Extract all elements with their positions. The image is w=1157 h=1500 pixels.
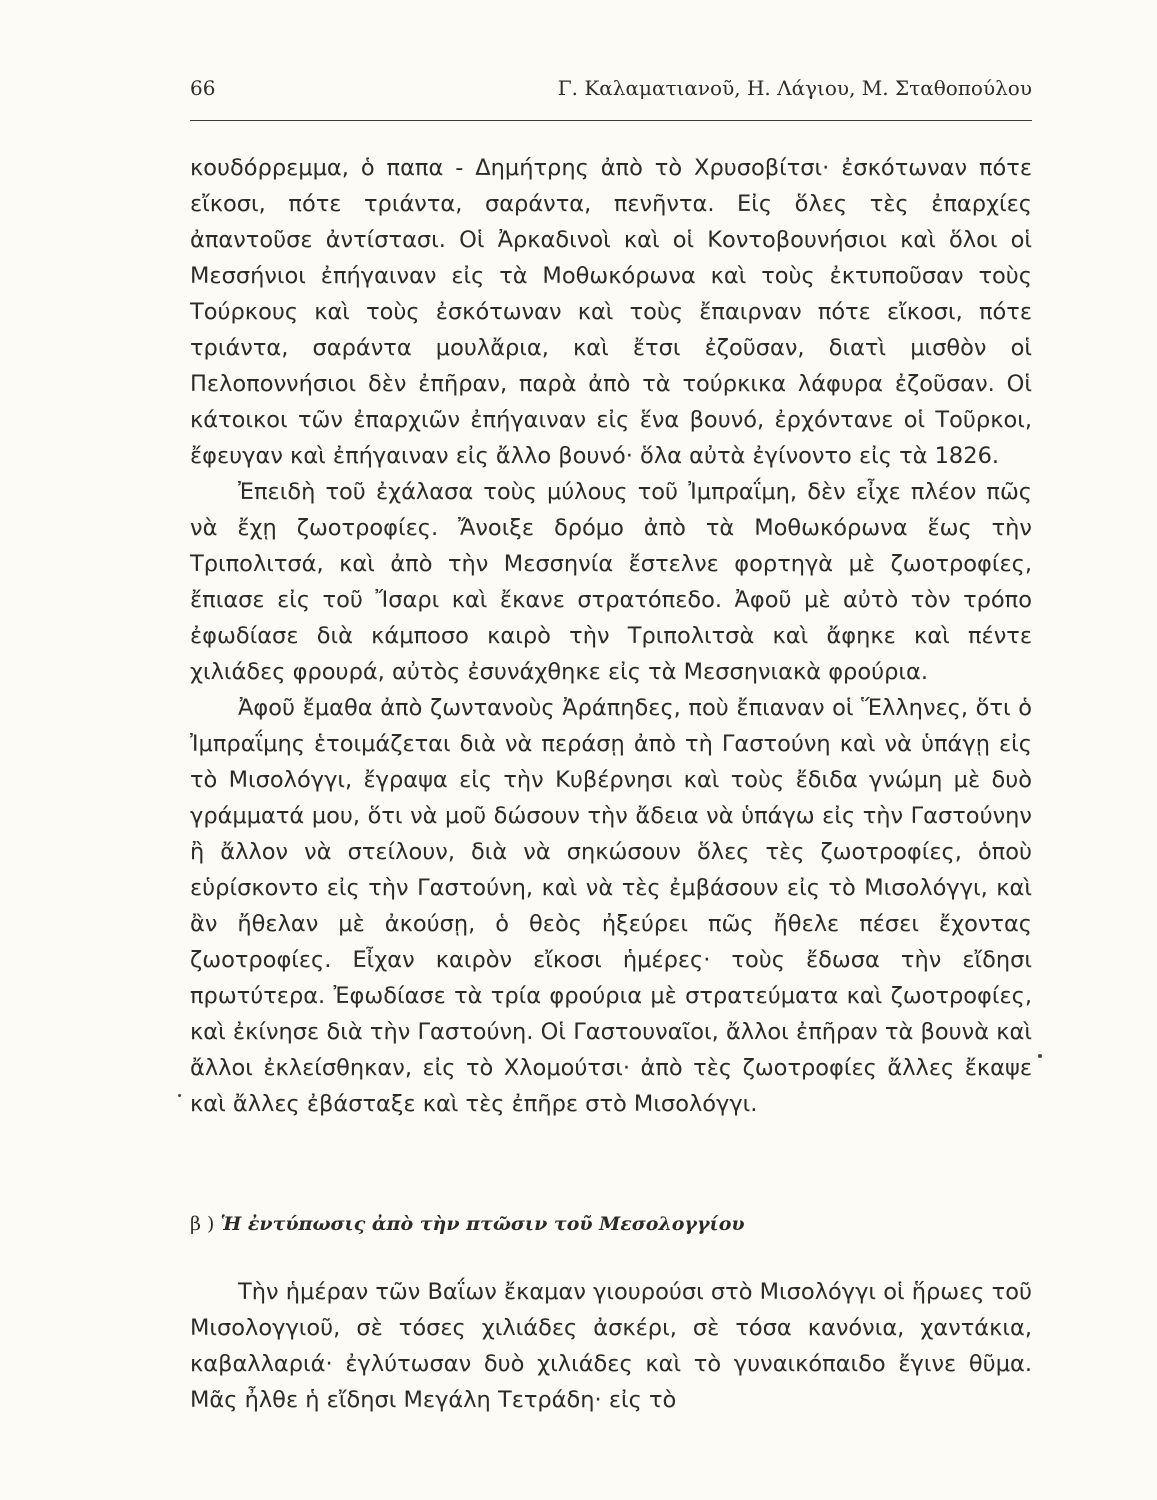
section-title: Ἡ ἐντύπωσις ἀπὸ τὴν πτῶσιν τοῦ Μεσολογγίου bbox=[220, 1213, 745, 1235]
page-header bbox=[190, 76, 1032, 102]
margin-speck bbox=[1038, 1054, 1042, 1058]
paragraph-1: κουδόρρεμμα, ὁ παπα - Δημήτρης ἀπὸ τὸ Χρυσοβίτσι· ἐσκότωναν πότε εἴκοσι, πότε τριάντα, σαράντα, πενῆντα. Εἰς ὅλες τὲς ἐπαρχίες ἀπαντοῦσε ἀντίστασι. Οἱ Ἀρκαδινοὶ καὶ οἱ Κοντοβουνήσιοι καὶ ὅλοι οἱ Μεσσήνιοι ἐπήγαιναν εἰς τὰ Μοθωκόρωνα καὶ τοὺς ἐκτυποῦσαν τοὺς Τούρκους καὶ τοὺς ἐσκότωναν καὶ τοὺς ἔπαιρναν πότε εἴκοσι, πότε τριάντα, σαράντα μουλἄρια, καὶ ἔτσι ἐζοῦσαν, διατὶ μισθὸν οἱ Πελοποννήσιοι δὲν ἐπῆραν, παρὰ ἀπὸ τὰ τούρκικα λάφυρα ἐζοῦσαν. Οἱ κάτοικοι τῶν ἐπαρχιῶν ἐπήγαιναν εἰς ἕνα βουνό, ἐρχόντανε οἱ Τοῦρκοι, ἔφευγαν καὶ ἐπήγαιναν εἰς ἄλλο βουνό· ὅλα αὐτὰ ἐγίνοντο εἰς τὰ 1826. bbox=[190, 155, 1032, 469]
main-text bbox=[190, 150, 1032, 1122]
paragraph-3: Ἀφοῦ ἔμαθα ἀπὸ ζωντανοὺς Ἀράπηδες, ποὺ ἔπιαναν οἱ Ἕλληνες, ὅτι ὁ Ἰμπραΐμης ἑτοιμάζεται διὰ νὰ περάσῃ ἀπὸ τὴ Γαστούνη καὶ νὰ ὑπάγῃ εἰς τὸ Μισολόγγι, ἔγραψα εἰς τὴν Κυβέρνησι καὶ τοὺς ἔδιδα γνώμη μὲ δυὸ γράμματά μου, ὅτι νὰ μοῦ δώσουν τὴν ἄδεια νὰ ὑπάγω εἰς τὴν Γαστούνην ἢ ἄλλον νὰ στείλουν, διὰ νὰ σηκώσουν ὅλες τὲς ζωοτροφίες, ὁποὺ εὑρίσκοντο εἰς τὴν Γαστούνη, καὶ νὰ τὲς ἐμβάσουν εἰς τὸ Μισολόγγι, καὶ ἂν ἤθελαν μὲ ἀκούσῃ, ὁ θεὸς ἠξεύρει πῶς ἤθελε πέσει ἔχοντας ζωοτροφίες. Εἶχαν καιρὸν εἴκοσι ἡμέρες· τοὺς ἔδωσα τὴν εἴδησι πρωτύτερα. Ἐφωδίασε τὰ τρία φρούρια μὲ στρατεύματα καὶ ζωοτροφίες, καὶ ἐκίνησε διὰ τὴν Γαστούνη. Οἱ Γαστουναῖοι, ἄλλοι ἐπῆραν τὰ βουνὰ καὶ ἄλλοι ἐκλείσθηκαν, εἰς τὸ Χλομούτσι· ἀπὸ τὲς ζωοτροφίες ἄλλες ἔκαψε καὶ ἄλλες ἐβάσταξε καὶ τὲς ἐπῆρε στὸ Μισολόγγι. bbox=[190, 695, 1032, 1117]
section-paragraph: Τὴν ἡμέραν τῶν Βαΐων ἔκαμαν γιουρούσι στὸ Μισολόγγι οἱ ἥρωες τοῦ Μισολογγιοῦ, σὲ τόσες χιλιάδες ἀσκέρι, σὲ τόσα κανόνια, χαντάκια, καβαλλαριά· ἐγλύτωσαν δυὸ χιλιάδες καὶ τὸ γυναικόπαιδο ἔγινε θῦμα. Μᾶς ἦλθε ἡ εἴδησι Μεγάλη Τετράδη· εἰς τὸ bbox=[190, 1279, 1032, 1413]
section-b bbox=[190, 1210, 1032, 1418]
margin-speck bbox=[178, 1094, 181, 1097]
page-number: 66 bbox=[190, 76, 216, 100]
running-head: Γ. Καλαματιανοῦ, Η. Λάγιου, Μ. Σταθοπούλου bbox=[557, 76, 1032, 100]
section-heading bbox=[190, 1210, 1032, 1238]
paragraph-2: Ἐπειδὴ τοῦ ἐχάλασα τοὺς μύλους τοῦ Ἰμπραΐμη, δὲν εἶχε πλέον πῶς νὰ ἔχῃ ζωοτροφίες. Ἄνοιξε δρόμο ἀπὸ τὰ Μοθωκόρωνα ἕως τὴν Τριπολιτσά, καὶ ἀπὸ τὴν Μεσσηνία ἔστελνε φορτηγὰ μὲ ζωοτροφίες, ἔπιασε εἰς τοῦ Ἴσαρι καὶ ἔκανε στρατόπεδο. Ἀφοῦ μὲ αὐτὸ τὸν τρόπο ἐφωδίασε διὰ κάμποσο καιρὸ τὴν Τριπολιτσὰ καὶ ἄφηκε καὶ πέντε χιλιάδες φρουρά, αὐτὸς ἐσυνάχθηκε εἰς τὰ Μεσσηνιακὰ φρούρια. bbox=[190, 479, 1032, 685]
header-rule bbox=[190, 120, 1032, 121]
section-letter: β ) bbox=[190, 1213, 215, 1235]
